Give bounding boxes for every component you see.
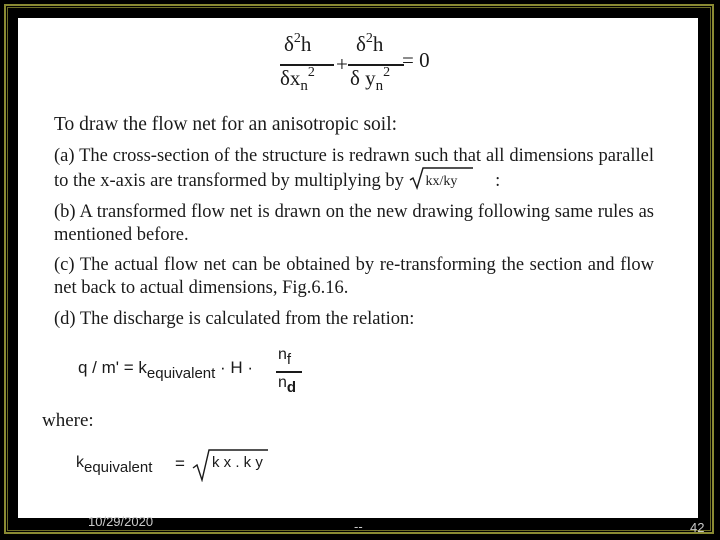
item-c: (c) The actual flow net can be obtained by re-transforming the section and flow net back to actual dimensions, Fig.6.16.	[54, 255, 654, 298]
item-a: (a) The cross-section of the structure is redrawn such that all dimensions parallel to the x-axis are transformed by multiplying by kx/ky :	[54, 146, 654, 191]
footer-date: 10/29/2020	[88, 514, 154, 529]
discharge-lhs: q / m' = kequivalent · H ·	[78, 358, 254, 382]
eq-equals-zero: = 0	[402, 48, 430, 72]
footer-page-number: 42	[690, 520, 705, 535]
footer-center: --	[354, 519, 363, 534]
where-label: where:	[42, 410, 94, 431]
discharge-fraction-line	[276, 371, 302, 373]
discharge-numerator: nf	[278, 346, 292, 368]
discharge-denominator: nd	[278, 374, 297, 396]
eq-denominator-1: $\delta x_n^2$	[280, 65, 315, 94]
sqrt-symbol-k: k x . k y	[192, 448, 268, 482]
sqrt-symbol-a: kx/ky	[409, 168, 473, 190]
eq-denominator-2: δ $y_n^2$	[350, 65, 391, 94]
slide-content	[18, 18, 698, 518]
intro-text: To draw the flow net for an anisotropic soil:	[54, 114, 398, 135]
eq-numerator-1: $\delta^2h$	[284, 31, 312, 56]
item-b: (b) A transformed flow net is drawn on the new drawing following same rules as mentioned before.	[54, 202, 654, 245]
k-equivalent-lhs: kequivalent	[76, 454, 153, 476]
item-d: (d) The discharge is calculated from the relation:	[54, 309, 415, 329]
k-equivalent-equals: =	[175, 454, 185, 473]
eq-plus: +	[336, 52, 348, 76]
eq-numerator-2: $\delta^2h$	[356, 31, 384, 56]
